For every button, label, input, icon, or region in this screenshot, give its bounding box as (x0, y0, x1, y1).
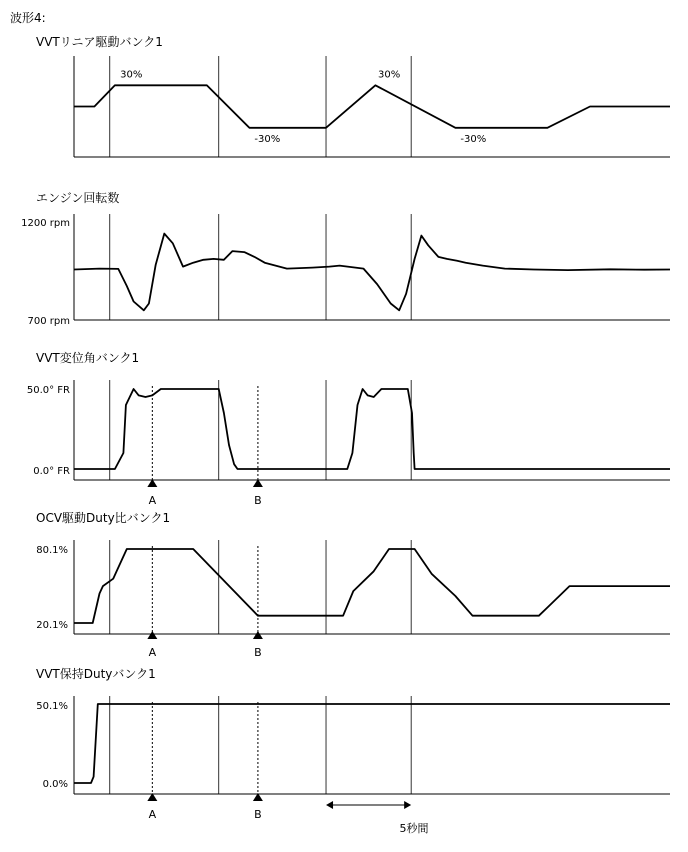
panel-vvt-hold-duty (36, 666, 670, 821)
y-tick-top: 50.0° FR (26, 385, 70, 396)
y-tick-bottom: 0.0% (42, 779, 68, 790)
annotation-label: 30% (120, 69, 143, 81)
y-tick-bottom: 700 rpm (27, 316, 70, 327)
series-line (74, 704, 670, 783)
y-tick-bottom: 20.1% (36, 620, 68, 631)
marker-label-a: A (148, 808, 157, 821)
marker-label-b: B (254, 808, 262, 821)
duration-indicator (326, 801, 428, 835)
marker-label-a: A (148, 494, 157, 507)
y-tick-top: 1200 rpm (21, 218, 70, 229)
duration-label: 5秒間 (399, 822, 429, 835)
annotation-label: 30% (378, 69, 401, 81)
panel-title: VVT保持Dutyバンク1 (36, 667, 156, 681)
marker-label-b: B (254, 646, 262, 659)
marker-triangle-a (147, 631, 157, 639)
marker-triangle-b (253, 631, 263, 639)
marker-label-b: B (254, 494, 262, 507)
panel-vvt-displacement-angle (27, 350, 670, 507)
annotation-label: -30% (254, 133, 281, 145)
panel-title: VVTリニア駆動バンク1 (36, 35, 163, 49)
duration-arrow-left-head (326, 801, 333, 809)
panel-title: エンジン回転数 (36, 191, 120, 205)
series-line (74, 389, 670, 469)
panel-ocv-drive-duty (36, 510, 670, 659)
y-tick-bottom: 0.0° FR (33, 466, 70, 477)
marker-label-a: A (148, 646, 157, 659)
page-title: 波形4: (10, 11, 46, 25)
duration-arrow-right-head (404, 801, 411, 809)
y-tick-top: 80.1% (36, 545, 68, 556)
y-tick-top: 50.1% (36, 701, 68, 712)
series-line (74, 549, 670, 623)
series-line (74, 234, 670, 311)
series-line (74, 85, 670, 128)
panel-vvt-linear-drive (36, 34, 670, 157)
annotation-label: -30% (460, 133, 487, 145)
panel-title: OCV駆動Duty比バンク1 (36, 511, 171, 525)
panel-engine-rpm (21, 190, 670, 327)
panel-title: VVT変位角バンク1 (36, 351, 140, 365)
